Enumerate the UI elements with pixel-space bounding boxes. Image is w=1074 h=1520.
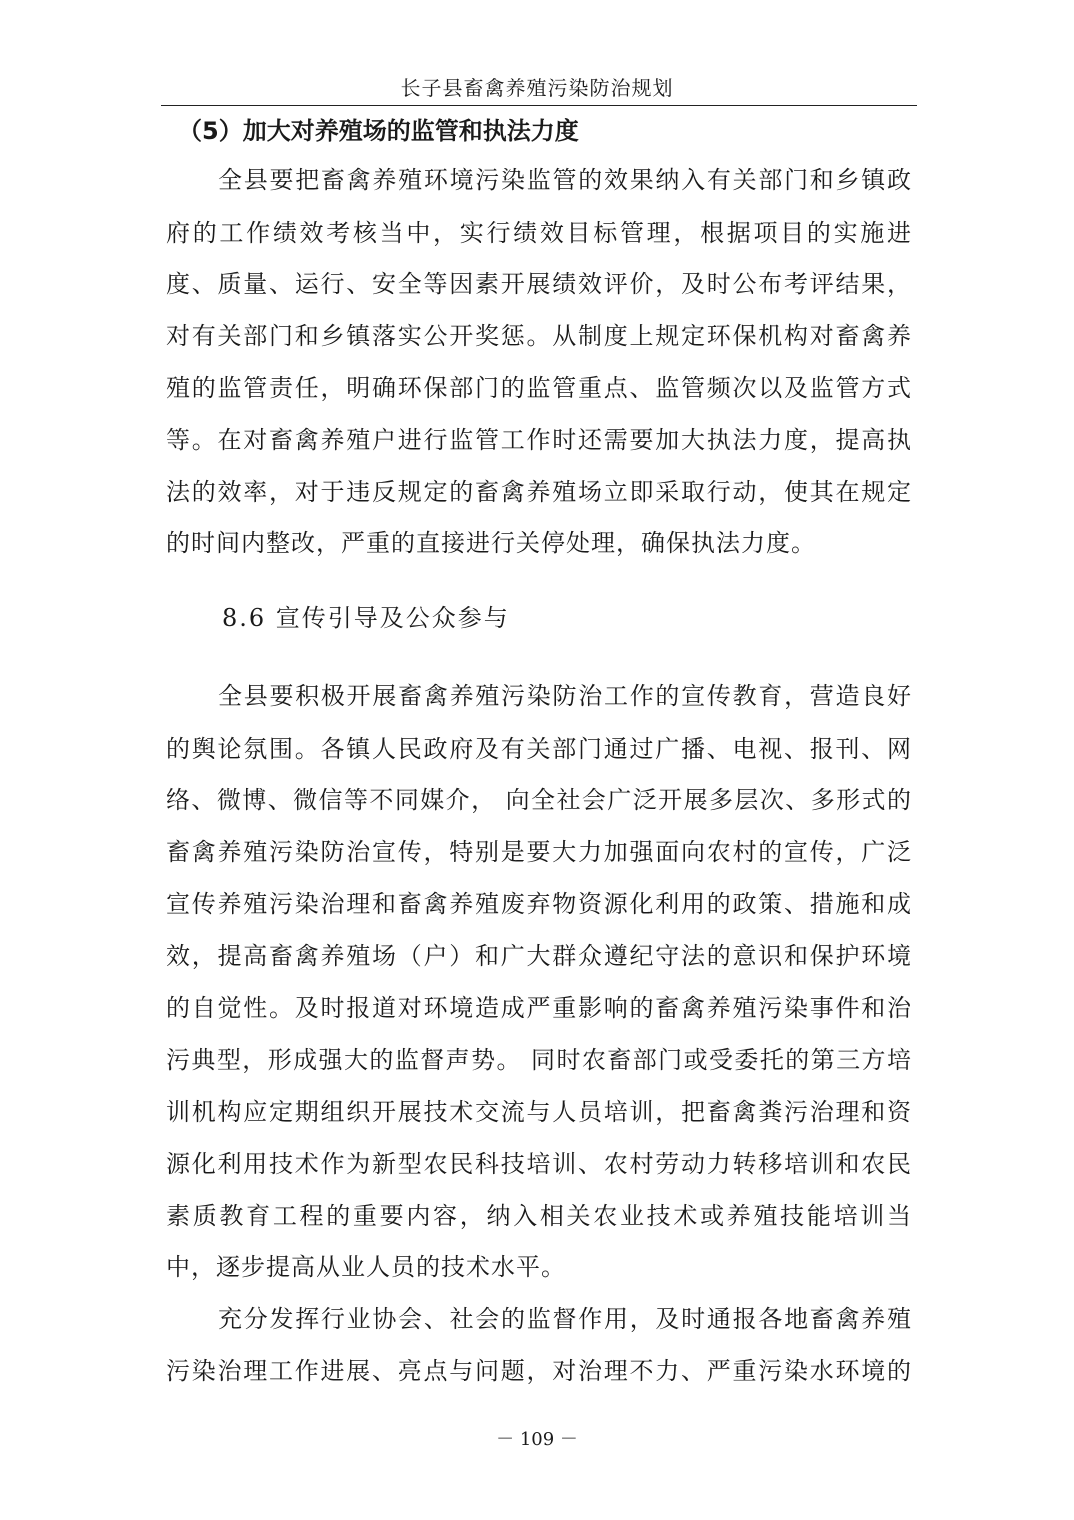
paragraph-line: 充分发挥行业协会、社会的监督作用，及时通报各地畜禽养殖 [218, 1305, 912, 1333]
paragraph-line: 的舆论氛围。各镇人民政府及有关部门通过广播、电视、报刊、网 [166, 735, 912, 763]
paragraph-line: 中，逐步提高从业人员的技术水平。 [166, 1253, 566, 1281]
paragraph-line: 污染治理工作进展、亮点与问题，对治理不力、严重污染水环境的 [166, 1357, 912, 1385]
section-heading: 8.6 宣传引导及公众参与 [222, 604, 510, 632]
paragraph-line: 度、质量、运行、安全等因素开展绩效评价，及时公布考评结果， [166, 270, 912, 298]
paragraph-line: 等。在对畜禽养殖户进行监管工作时还需要加大执法力度，提高执 [166, 426, 912, 454]
paragraph-line: 对有关部门和乡镇落实公开奖惩。从制度上规定环保机构对畜禽养 [166, 322, 912, 350]
paragraph-line: 络、微博、微信等不同媒介， 向全社会广泛开展多层次、多形式的 [166, 786, 912, 814]
paragraph-line: 宣传养殖污染治理和畜禽养殖废弃物资源化利用的政策、措施和成 [166, 890, 912, 918]
paragraph-line: 训机构应定期组织开展技术交流与人员培训，把畜禽粪污治理和资 [166, 1098, 912, 1126]
paragraph-line: 素质教育工程的重要内容，纳入相关农业技术或养殖技能培训当 [166, 1202, 912, 1230]
paragraph-line: 法的效率，对于违反规定的畜禽养殖场立即采取行动，使其在规定 [166, 478, 912, 506]
page-number: － 109 － [496, 1429, 578, 1450]
paragraph-line: 府的工作绩效考核当中，实行绩效目标管理，根据项目的实施进 [166, 219, 912, 247]
paragraph-line: 殖的监管责任，明确环保部门的监管重点、监管频次以及监管方式 [166, 374, 912, 402]
paragraph-line: 效，提高畜禽养殖场（户）和广大群众遵纪守法的意识和保护环境 [166, 942, 912, 970]
paragraph-line: 的时间内整改，严重的直接进行关停处理，确保执法力度。 [166, 529, 816, 557]
header-rule [161, 105, 917, 106]
paragraph-line: 的自觉性。及时报道对环境造成严重影响的畜禽养殖污染事件和治 [166, 994, 912, 1022]
running-header: 长子县畜禽养殖污染防治规划 [400, 76, 674, 100]
paragraph-line: 畜禽养殖污染防治宣传，特别是要大力加强面向农村的宣传，广泛 [166, 838, 912, 866]
subheading: （5）加大对养殖场的监管和执法力度 [178, 117, 579, 145]
paragraph-line: 污典型，形成强大的监督声势。 同时农畜部门或受委托的第三方培 [166, 1046, 912, 1074]
paragraph-line: 全县要积极开展畜禽养殖污染防治工作的宣传教育，营造良好 [218, 682, 912, 710]
paragraph-line: 全县要把畜禽养殖环境污染监管的效果纳入有关部门和乡镇政 [218, 166, 912, 194]
paragraph-line: 源化利用技术作为新型农民科技培训、农村劳动力转移培训和农民 [166, 1150, 912, 1178]
